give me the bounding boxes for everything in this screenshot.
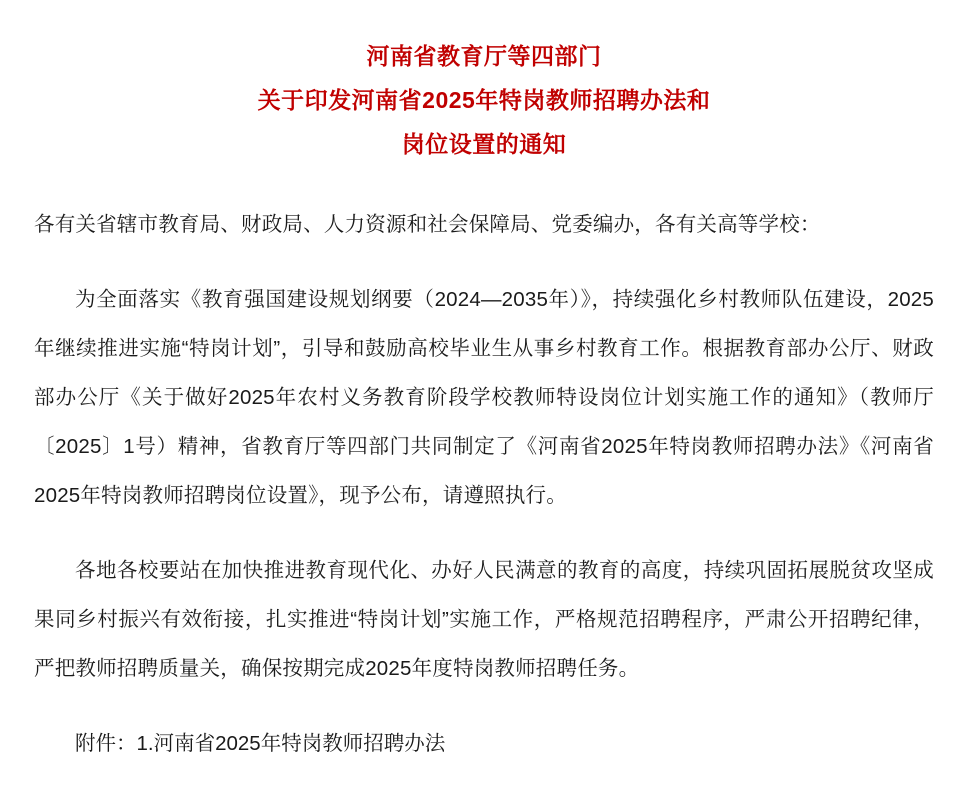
title-line-2: 关于印发河南省2025年特岗教师招聘办法和 [257,87,711,113]
page-title [34,34,934,166]
body-paragraph-1: 为全面落实《教育强国建设规划纲要（2024—2035年）》，持续强化乡村教师队伍建设，2025年继续推进实施“特岗计划”，引导和鼓励高校毕业生从事乡村教育工作。根据教育部办公厅、财政部办公厅《关于做好2025年农村义务教育阶段学校教师特设岗位计划实施工作的通知》（教师厅〔2025〕1号）精神，省教育厅等四部门共同制定了《河南省2025年特岗教师招聘办法》《河南省2025年特岗教师招聘岗位设置》，现予公布，请遵照执行。 [34,288,934,507]
title-line-3: 岗位设置的通知 [401,131,567,157]
document-title-block [34,34,934,166]
paragraph-spacer-3 [34,709,934,719]
paragraph-spacer [34,265,934,275]
salutation: 各有关省辖市教育局、财政局、人力资源和社会保障局、党委编办，各有关高等学校： [34,213,821,236]
body-paragraph-2: 各地各校要站在加快推进教育现代化、办好人民满意的教育的高度，持续巩固拓展脱贫攻坚成果同乡村振兴有效衔接，扎实推进“特岗计划”实施工作，严格规范招聘程序，严肃公开招聘纪律，严把教师招聘质量关，确保按期完成2025年度特岗教师招聘任务。 [34,559,934,680]
title-line-1: 河南省教育厅等四部门 [366,43,602,69]
attachment-line: 附件：1.河南省2025年特岗教师招聘办法 [75,732,446,755]
paragraph-spacer-2 [34,536,934,546]
